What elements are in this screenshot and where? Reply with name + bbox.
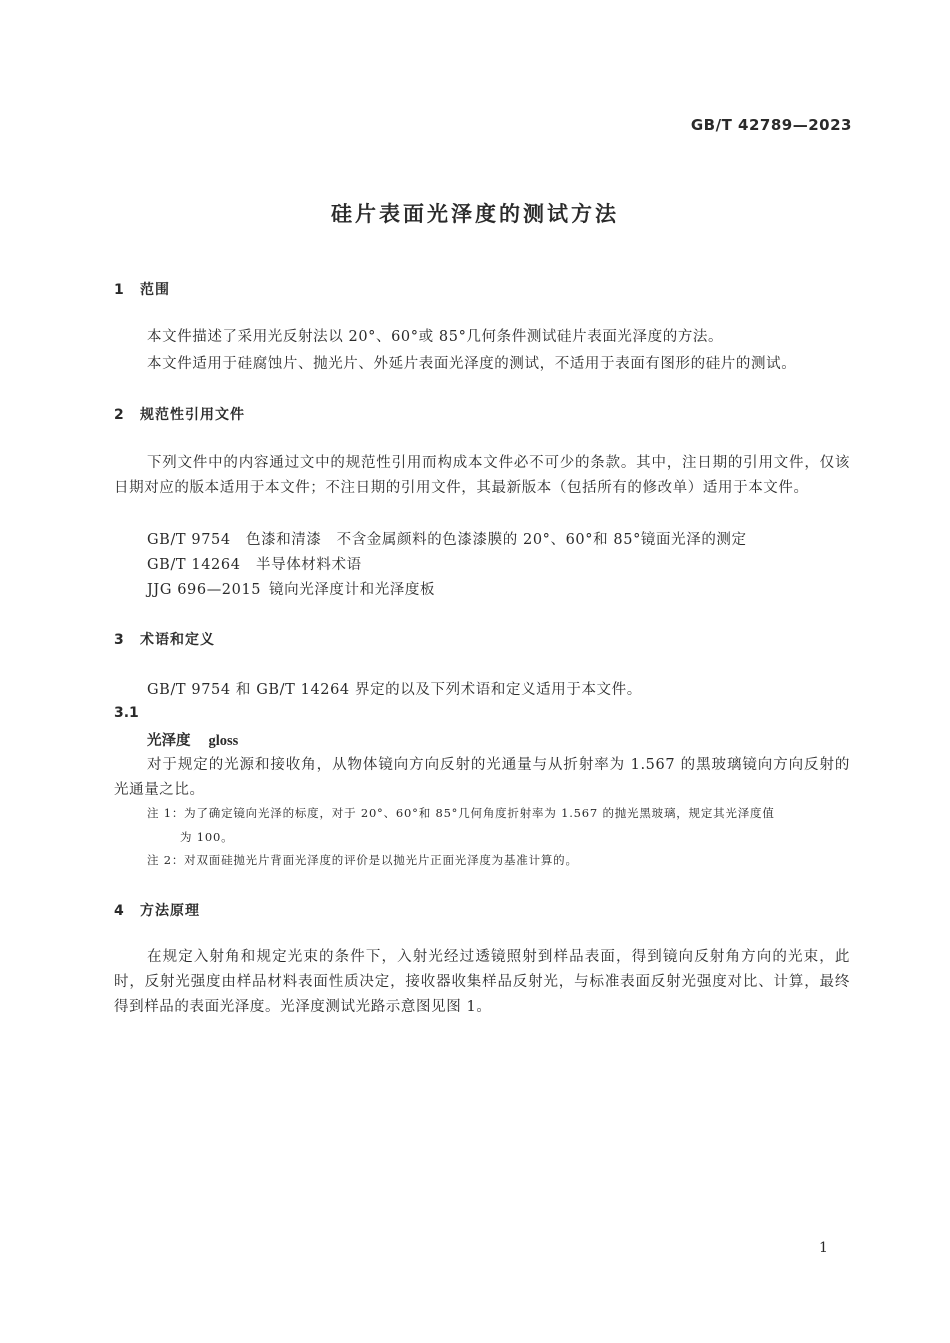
page-number: 1 <box>819 1240 828 1256</box>
normative-references-intro: 下列文件中的内容通过文中的规范性引用而构成本文件必不可少的条款。其中，注日期的引用文件，仅该日期对应的版本适用于本文件；不注日期的引用文件，其最新版本（包括所有的修改单）适用于本文件。 <box>114 455 850 496</box>
term-chinese: 光泽度 <box>147 733 191 749</box>
note-text: 为了确定镜向光泽的标度，对于 20°、60°和 85°几何角度折射率为 1.567 的抛光黑玻璃，规定其光泽度值 <box>184 806 775 820</box>
method-principle-paragraph: 在规定入射角和规定光束的条件下，入射光经过透镜照射到样品表面，得到镜向反射角方向的光束，此时，反射光强度由样品材料表面性质决定，接收器收集样品反射光，与标准表面反射光强度对比、计算，最终得到样品的表面光泽度。光泽度测试光路示意图见图 1。 <box>114 949 850 1015</box>
standard-number: GB/T 42789—2023 <box>690 116 852 134</box>
reference-code: GB/T 9754 <box>147 532 231 548</box>
reference-code: GB/T 14264 <box>147 557 241 573</box>
scope-paragraph-1: 本文件描述了采用光反射法以 20°、60°或 85°几何条件测试硅片表面光泽度的方法。 <box>147 329 724 345</box>
reference-item <box>147 553 362 574</box>
section-number: 2 <box>114 407 125 423</box>
section-number: 4 <box>114 903 125 919</box>
section-number: 1 <box>114 282 125 298</box>
document-title: 硅片表面光泽度的测试方法 <box>331 202 619 226</box>
note-2 <box>147 852 578 868</box>
reference-code: JJG 696—2015 <box>147 582 262 598</box>
note-1-continuation: 为 100。 <box>180 830 234 844</box>
note-1 <box>147 805 775 821</box>
section-number: 3 <box>114 632 125 648</box>
section-4-heading <box>114 900 200 920</box>
reference-item <box>147 528 747 549</box>
reference-title: 半导体材料术语 <box>256 557 362 573</box>
section-title: 术语和定义 <box>140 632 215 648</box>
section-3-heading <box>114 629 215 649</box>
term-english: gloss <box>208 733 239 749</box>
note-label: 注 2： <box>147 853 185 867</box>
note-text: 对双面硅抛光片背面光泽度的评价是以抛光片正面光泽度为基准计算的。 <box>184 853 578 867</box>
section-title: 规范性引用文件 <box>140 407 245 423</box>
term-heading <box>147 729 238 750</box>
reference-title: 镜向光泽度计和光泽度板 <box>269 582 436 598</box>
note-label: 注 1： <box>147 806 185 820</box>
section-1-heading <box>114 279 170 299</box>
reference-title: 色漆和清漆 不含金属颜料的色漆漆膜的 20°、60°和 85°镜面光泽的测定 <box>246 532 747 548</box>
reference-item <box>147 578 435 599</box>
term-definition: 对于规定的光源和接收角，从物体镜向方向反射的光通量与从折射率为 1.567 的黑玻璃镜向方向反射的光通量之比。 <box>114 757 850 798</box>
section-2-heading <box>114 404 245 424</box>
term-number: 3.1 <box>114 705 139 721</box>
terms-intro: GB/T 9754 和 GB/T 14264 界定的以及下列术语和定义适用于本文件。 <box>147 682 642 698</box>
scope-paragraph-2: 本文件适用于硅腐蚀片、抛光片、外延片表面光泽度的测试，不适用于表面有图形的硅片的测试。 <box>147 356 797 372</box>
section-title: 方法原理 <box>140 903 200 919</box>
section-title: 范围 <box>140 282 170 298</box>
